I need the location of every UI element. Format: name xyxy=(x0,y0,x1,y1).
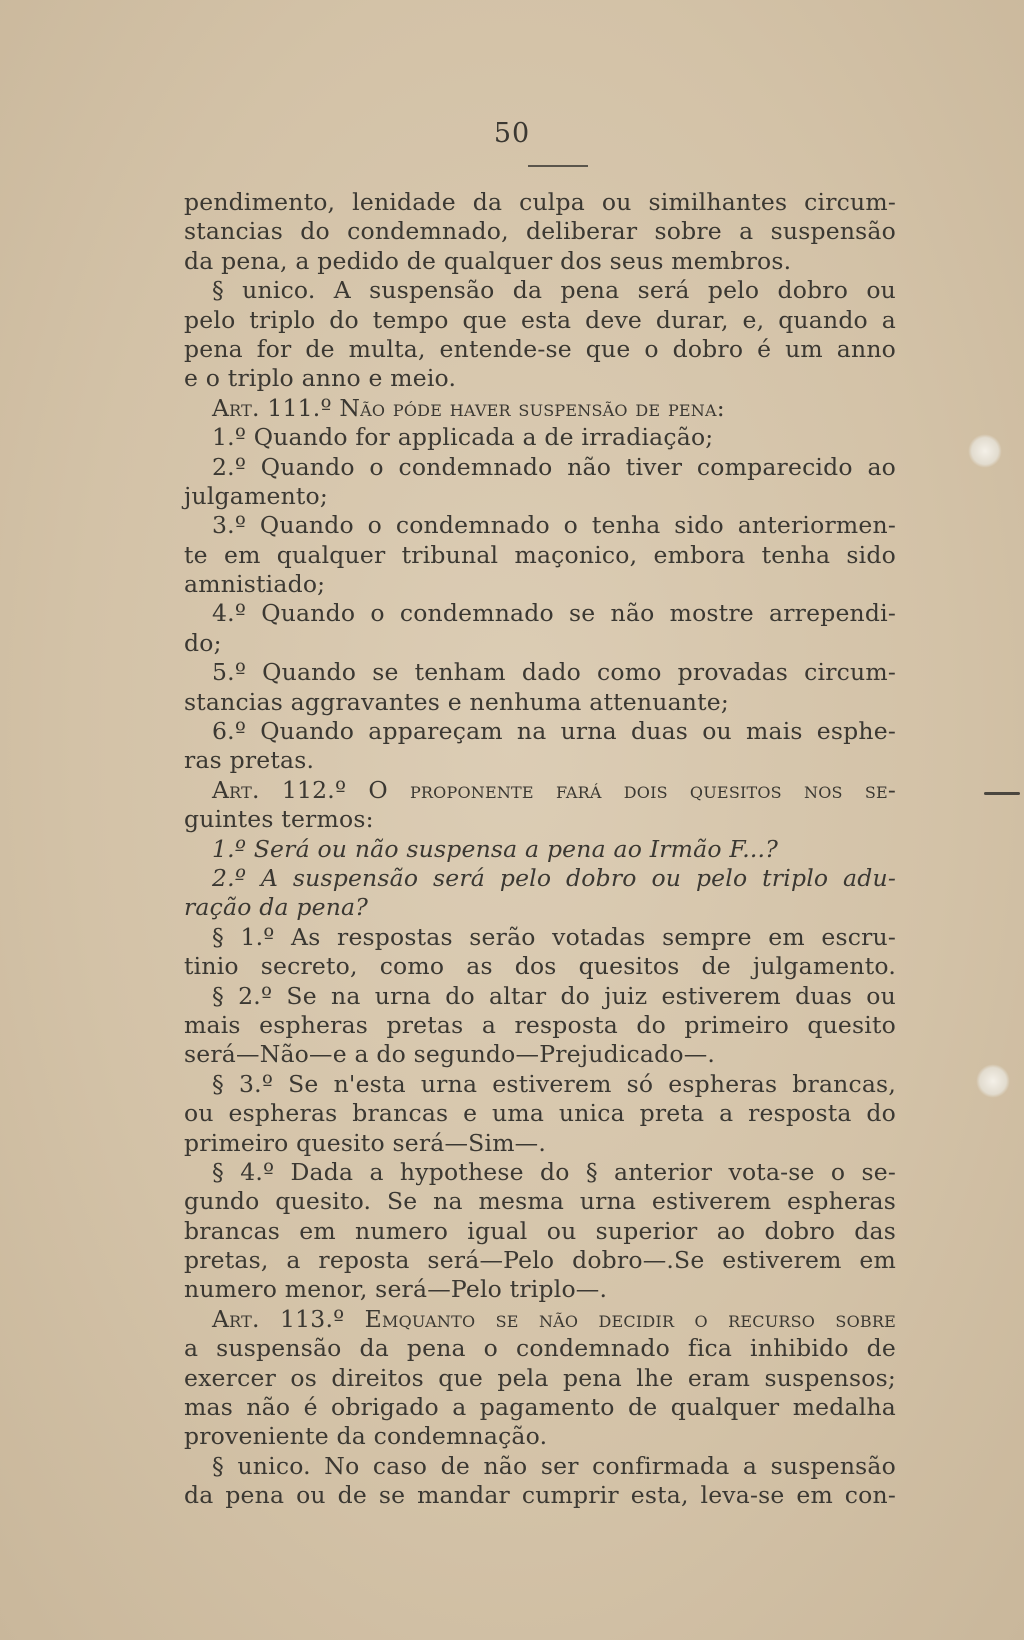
text-line: da pena ou de se mandar cumprir esta, leva-se em con- xyxy=(184,1481,896,1510)
text-line: exercer os direitos que pela pena lhe eram suspensos; xyxy=(184,1363,896,1392)
text-line: § 1.º As respostas serão votadas sempre em escru- xyxy=(212,922,896,951)
text-line: mas não é obrigado a pagamento de qualquer medalha xyxy=(184,1393,896,1422)
text-line: guintes termos: xyxy=(184,805,374,834)
text-line: proveniente da condemnação. xyxy=(184,1422,548,1451)
text-line: primeiro quesito será—Sim—. xyxy=(184,1128,547,1157)
text-line: ou espheras brancas e uma unica preta a resposta do xyxy=(184,1099,896,1128)
text-line: pretas, a reposta será—Pelo dobro—.Se estiverem em xyxy=(184,1246,896,1275)
text-line: 4.º Quando o condemnado se não mostre arrependi- xyxy=(212,599,896,628)
body-text xyxy=(184,188,896,1511)
text-line: 1.º Será ou não suspensa a pena ao Irmão F...? xyxy=(212,834,779,863)
text-line: § unico. A suspensão da pena será pelo dobro ou xyxy=(212,276,896,305)
text-line: 1.º Quando for applicada a de irradiação; xyxy=(212,423,714,452)
paper-spot xyxy=(976,1064,1010,1098)
text-line: 6.º Quando appareçam na urna duas ou mais esphe- xyxy=(212,717,896,746)
text-line: § 4.º Dada a hypothese do § anterior vota-se o se- xyxy=(212,1157,896,1186)
text-line: do; xyxy=(184,628,222,657)
text-line: julgamento; xyxy=(184,481,329,510)
paper-spot xyxy=(968,434,1002,468)
text-line: a suspensão da pena o condemnado fica inhibido de xyxy=(184,1334,896,1363)
text-line: ração da pena? xyxy=(184,893,369,922)
text-line: gundo quesito. Se na mesma urna estiverem espheras xyxy=(184,1187,896,1216)
article-heading: Art. 112.º O proponente fará dois quesitos nos se- xyxy=(212,775,896,804)
article-heading: Art. 111.º Não póde haver suspensão de pena: xyxy=(212,393,725,422)
text-line: § unico. No caso de não ser confirmada a suspensão xyxy=(212,1451,896,1480)
text-line: ras pretas. xyxy=(184,746,315,775)
text-line: tinio secreto, como as dos quesitos de julgamento. xyxy=(184,952,896,981)
text-line: stancias aggravantes e nenhuma attenuante; xyxy=(184,687,729,716)
text-line: e o triplo anno e meio. xyxy=(184,364,457,393)
text-line: te em qualquer tribunal maçonico, embora tenha sido xyxy=(184,540,896,569)
text-line: da pena, a pedido de qualquer dos seus membros. xyxy=(184,246,792,275)
text-line: amnistiado; xyxy=(184,570,326,599)
text-line: mais espheras pretas a resposta do primeiro quesito xyxy=(184,1010,896,1039)
margin-mark xyxy=(984,792,1020,795)
text-line: brancas em numero igual ou superior ao dobro das xyxy=(184,1216,896,1245)
text-line: pelo triplo do tempo que esta deve durar, e, quando a xyxy=(184,305,896,334)
text-line: § 3.º Se n'esta urna estiverem só espheras brancas, xyxy=(212,1069,896,1098)
page-number: 50 xyxy=(493,118,531,149)
text-line: 5.º Quando se tenham dado como provadas circum- xyxy=(212,658,896,687)
text-line: 2.º A suspensão será pelo dobro ou pelo triplo adu- xyxy=(212,863,896,892)
article-heading: Art. 113.º Emquanto se não decidir o recurso sobre xyxy=(212,1304,896,1333)
text-line: numero menor, será—Pelo triplo—. xyxy=(184,1275,608,1304)
text-line: pendimento, lenidade da culpa ou similhantes circum- xyxy=(184,188,896,216)
text-line: 2.º Quando o condemnado não tiver comparecido ao xyxy=(212,452,896,481)
text-line: pena for de multa, entende-se que o dobro é um anno xyxy=(184,334,896,363)
header-rule xyxy=(528,165,588,167)
text-line: será—Não—e a do segundo—Prejudicado—. xyxy=(184,1040,716,1069)
text-line: § 2.º Se na urna do altar do juiz estiverem duas ou xyxy=(212,981,896,1010)
text-line: 3.º Quando o condemnado o tenha sido anteriormen- xyxy=(212,511,896,540)
text-line: stancias do condemnado, deliberar sobre a suspensão xyxy=(184,217,896,246)
